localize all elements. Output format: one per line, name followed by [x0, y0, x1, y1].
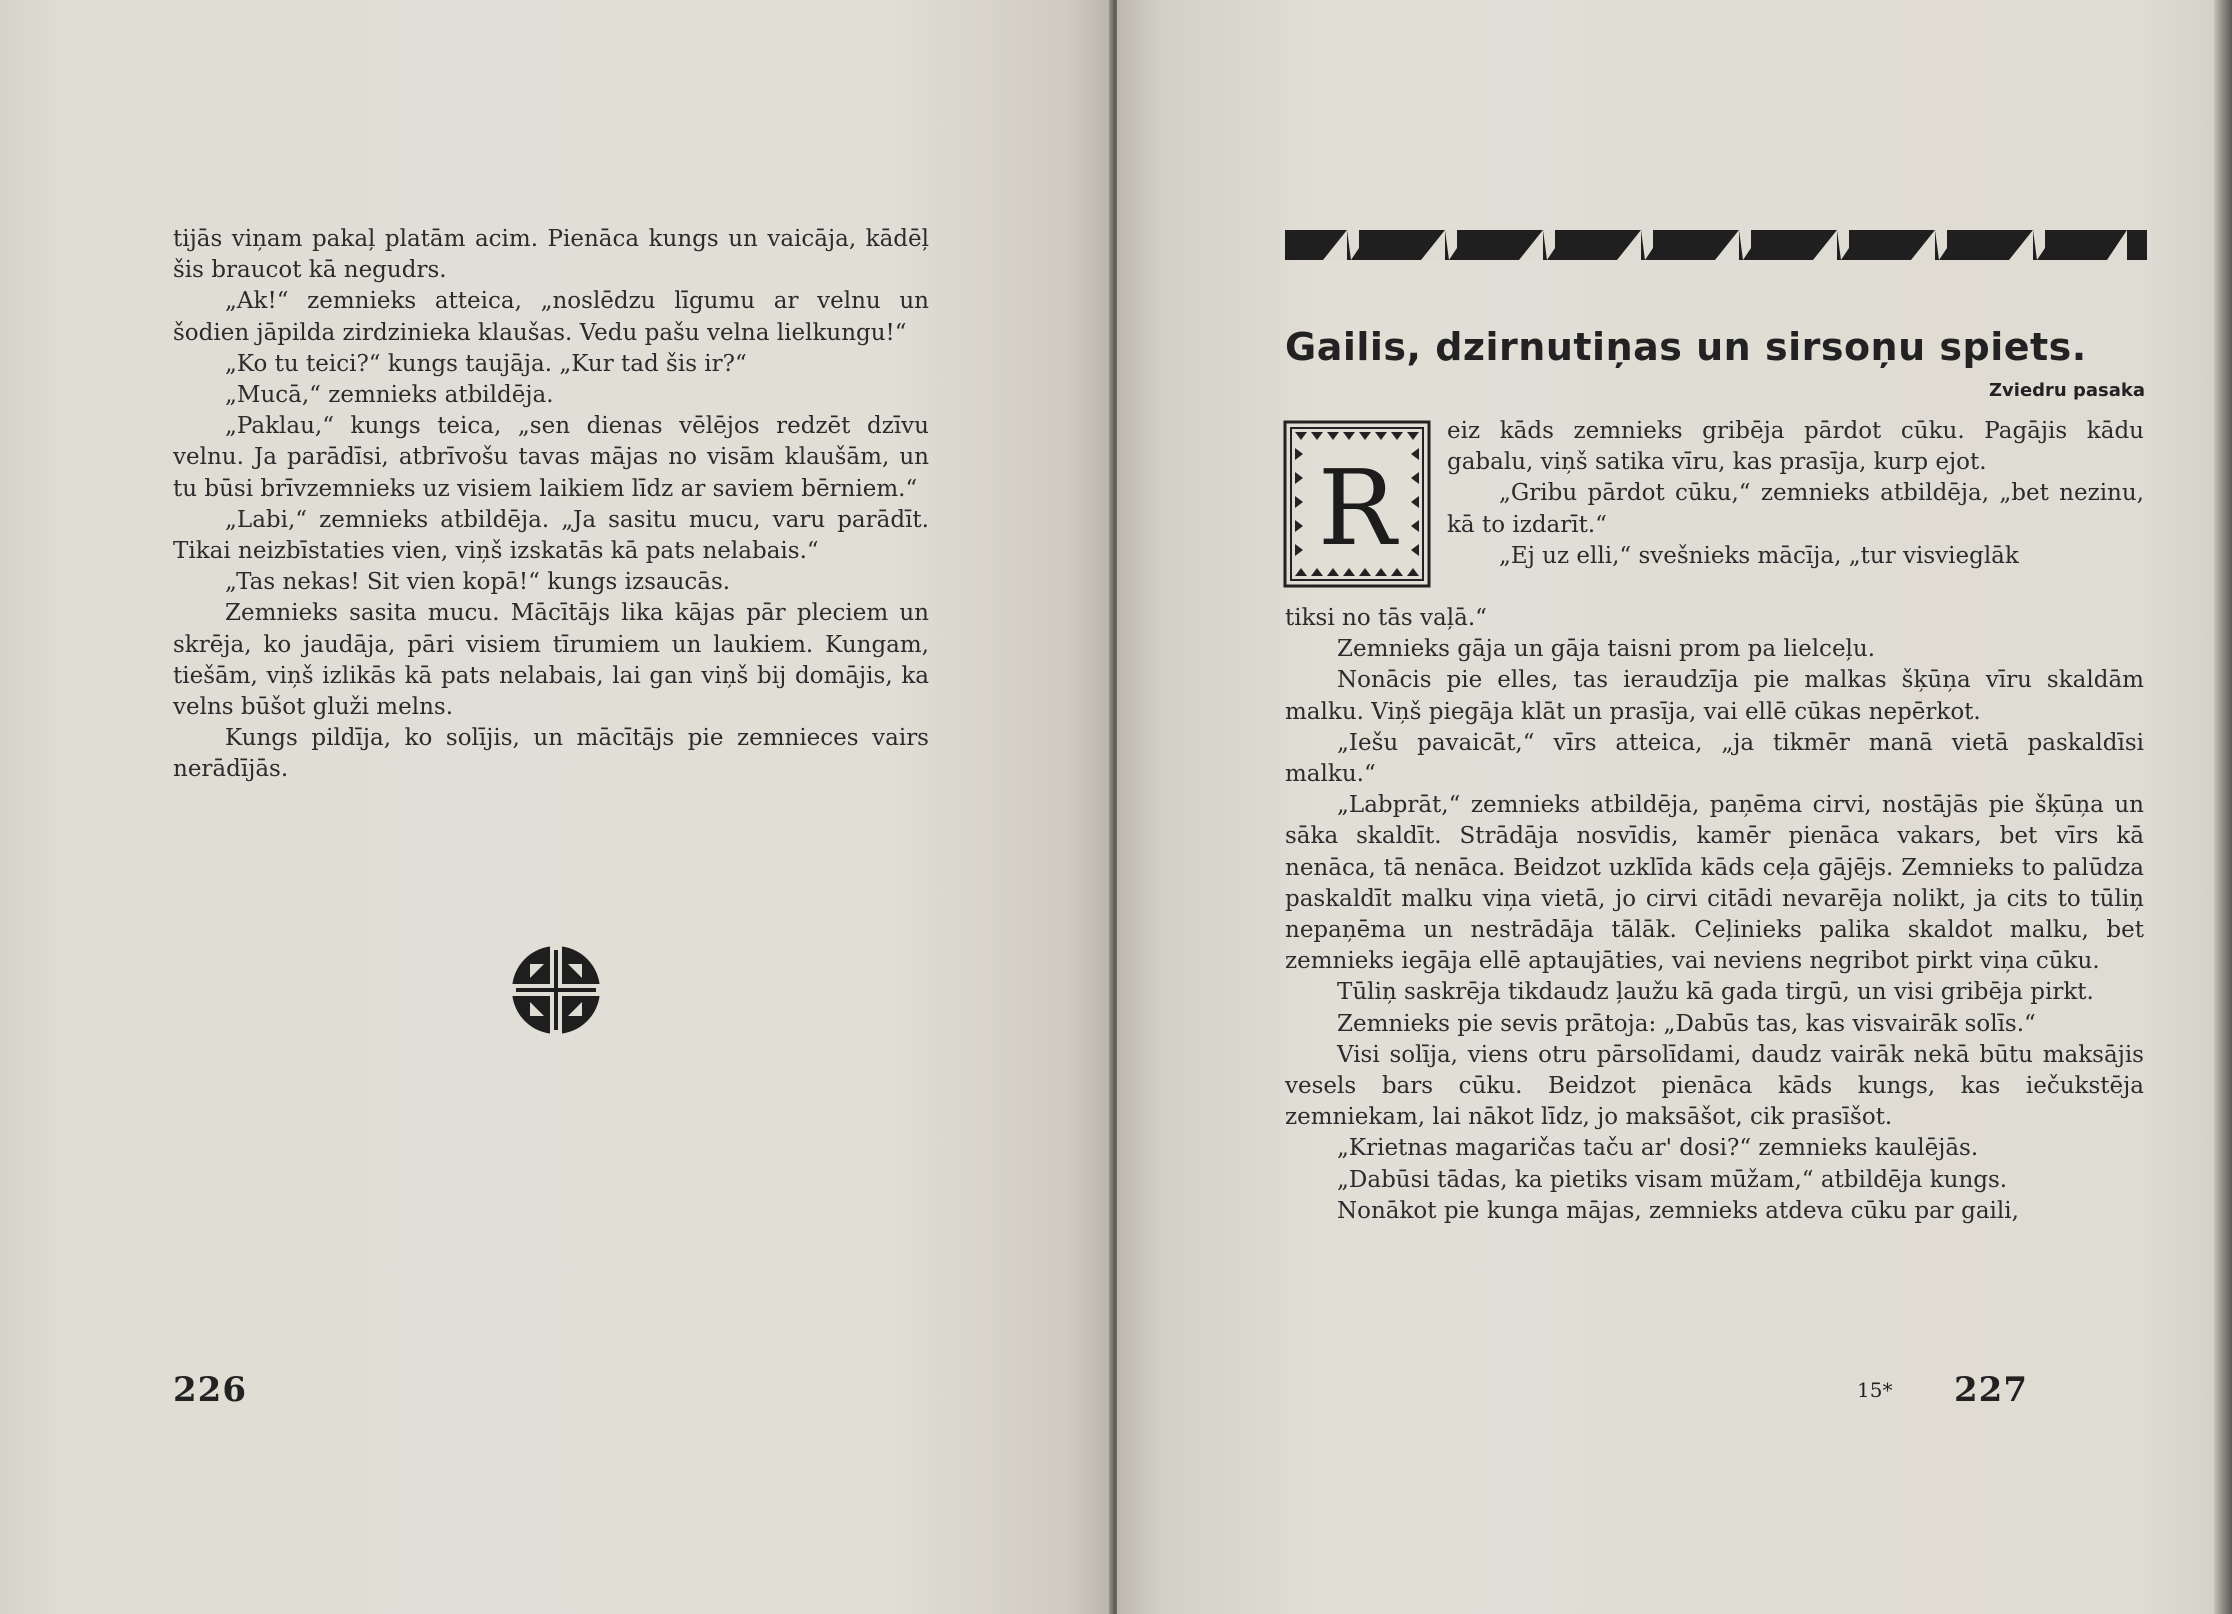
paragraph: „Tas nekas! Sit vien kopā!“ kungs izsaucās.	[225, 569, 731, 596]
paragraph: Zemnieks pie sevis prātoja: „Dabūs tas, kas visvairāk solīs.“	[1337, 1010, 2036, 1037]
paragraph: tiksi no tās vaļā.“	[1285, 605, 1487, 631]
paragraph: „Labi,“ zemnieks atbildēja. „Ja sasitu mucu, varu parādīt. Tikai neizbīstaties vien, viņš izskatās kā pats nelabais.“	[173, 506, 929, 565]
story-title: Gailis, dzirnutiņas un sirsoņu spiets.	[1285, 325, 2087, 369]
paragraph: „Paklau,“ kungs teica, „sen dienas vēlējos redzēt dzīvu velnu. Ja parādīsi, atbrīvošu tavas mājas no visām klaušām, un tu būsi brīvzemnieks uz visiem laikiem līdz ar saviem bērniem.“	[173, 413, 929, 502]
paragraph: Tūliņ saskrēja tikdaudz ļaužu kā gada tirgū, un visi gribēja pirkt.	[1337, 979, 2094, 1006]
paragraph: „Iešu pavaicāt,“ vīrs atteica, „ja tikmēr manā vietā paskaldīsi malku.“	[1285, 729, 2144, 788]
paragraph: „Krietnas magaričas taču ar' dosi?“ zemnieks kaulējās.	[1337, 1135, 1979, 1162]
cross-ornament-icon	[510, 944, 602, 1040]
paragraph: Visi solīja, viens otru pārsolīdami, daudz vairāk nekā būtu maksājis vesels bars cūku. Beidzot pienāca kāds kungs, kas iečukstēja zemniekam, lai nākot līdz, jo maksāšot, cik prasīšot.	[1285, 1041, 2144, 1131]
paragraph: eiz kāds zemnieks gribēja pārdot cūku. Pagājis kādu gabalu, viņš satika vīru, kas prasīja, kurp ejot.	[1447, 418, 2144, 476]
left-page-text	[173, 224, 929, 786]
right-page	[1117, 0, 2232, 1614]
right-page-text	[1285, 603, 2144, 1227]
story-subtitle: Zviedru pasaka	[1988, 380, 2145, 401]
paragraph: Zemnieks sasita mucu. Mācītājs lika kājas pār pleciem un skrēja, ko jaudāja, pāri visiem tīrumiem un laukiem. Kungam, tiešām, viņš izlikās kā pats nelabais, lai gan viņš bij domājis, ka velns būšot gluži melns.	[173, 600, 929, 721]
page-number: 227	[1954, 1370, 2028, 1410]
paragraph: tijās viņam pakaļ platām acim. Pienāca kungs un vaicāja, kādēļ šis braucot kā negudrs.	[173, 226, 929, 284]
drop-cap-letter: R	[1317, 447, 1397, 569]
paragraph: „Ak!“ zemnieks atteica, „noslēdzu līgumu ar velnu un šodien jāpilda zirdzinieka klaušas. Vedu pašu velna lielkungu!“	[173, 288, 929, 346]
paragraph: „Labprāt,“ zemnieks atbildēja, paņēma cirvi, nostājās pie šķūņa un sāka skaldīt. Strādāja nosvīdis, kamēr pienāca vakars, bet vīrs kā nenāca, tā nenāca. Beidzot uzklīda kāds ceļa gājējs. Zemnieks to palūdza paskaldīt malku viņa vietā, jo cirvi citādi nevarēja nolikt, ja cits to tūliņ nepaņēma un nestrādāja tālāk. Ceļinieks palika skaldot malku, bet zemnieks iegāja ellē aptaujāties, vai neviens negribot pirkt viņa cūku.	[1285, 792, 2144, 975]
page-number: 226	[173, 1370, 247, 1410]
opening-text	[1285, 416, 2144, 572]
left-page	[0, 0, 1113, 1614]
paragraph: „Gribu pārdot cūku,“ zemnieks atbildēja, „bet nezinu, kā to izdarīt.“	[1447, 480, 2144, 538]
paragraph: Nonācis pie elles, tas ieraudzīja pie malkas šķūņa vīru skaldām malku. Viņš piegāja klāt un prasīja, vai ellē cūkas nepērkot.	[1285, 667, 2144, 725]
paragraph: „Mucā,“ zemnieks atbildēja.	[225, 382, 554, 409]
paragraph: „Ko tu teici?“ kungs taujāja. „Kur tad šis ir?“	[225, 350, 747, 377]
paragraph: „Dabūsi tādas, ka pietiks visam mūžam,“ atbildēja kungs.	[1337, 1166, 2008, 1193]
signature-mark: 15*	[1857, 1378, 1893, 1402]
paragraph: Kungs pildīja, ko solījis, un mācītājs pie zemnieces vairs nerādījās.	[173, 725, 929, 783]
paragraph: Zemnieks gāja un gāja taisni prom pa lielceļu.	[1337, 636, 1876, 663]
paragraph: Nonākot pie kunga mājas, zemnieks atdeva cūku par gaili,	[1337, 1197, 2019, 1224]
page-edge	[2214, 0, 2232, 1614]
paragraph: „Ej uz elli,“ svešnieks mācīja, „tur visvieglāk	[1499, 542, 2019, 569]
decorative-border-icon	[1285, 228, 2147, 266]
